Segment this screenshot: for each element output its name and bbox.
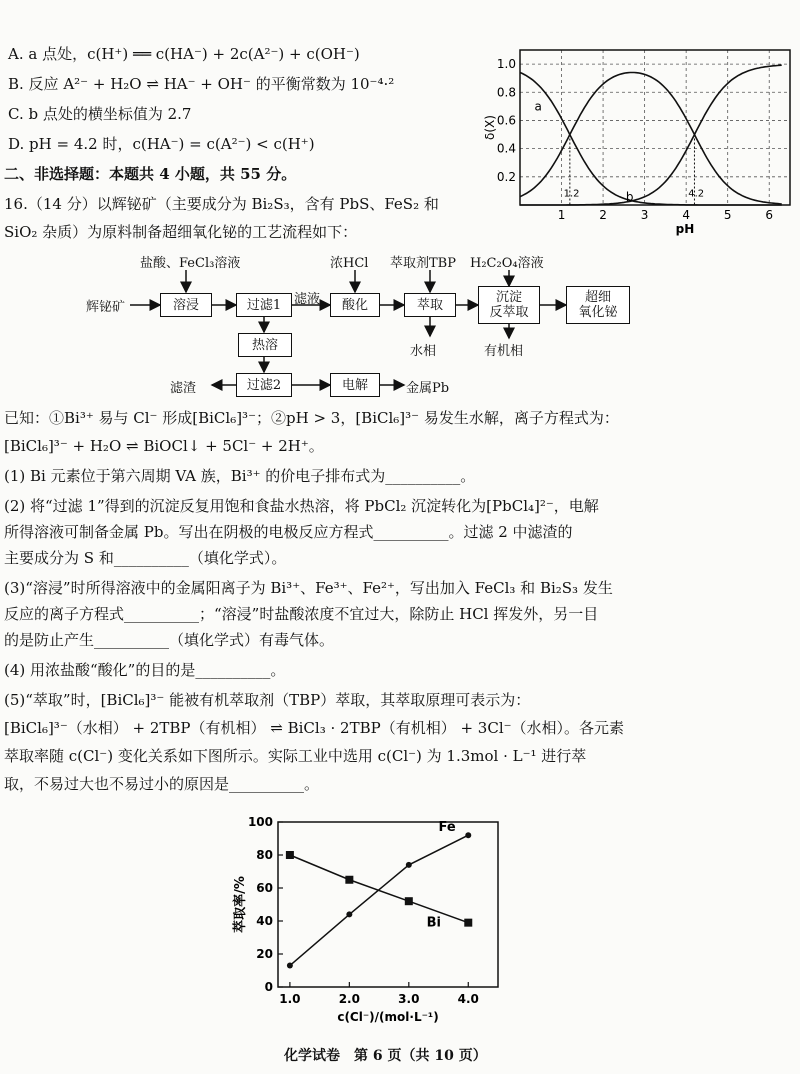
point-b-label: b [625,189,634,204]
q16-intro-line2: SiO₂ 杂质）为原料制备超细氧化铋的工艺流程如下： [4,223,358,241]
y-tick-label: 0.4 [496,141,516,156]
x-tick-label: 4.0 [457,992,479,1006]
section-heading: 二、非选择题：本题共 4 小题，共 55 分。 [4,165,297,183]
y-tick-label: 80 [256,848,273,862]
y-axis-label: δ(X) [483,115,497,140]
extraction-chart [228,812,508,1032]
part5-line4: 取，不易过大也不易过小的原因是__________。 [4,775,320,793]
x-tick-label: 2.0 [338,992,360,1006]
box-filter1: 过滤1 [236,293,292,317]
option-c: C. b 点处的横坐标值为 2.7 [8,105,192,123]
y-tick-label: 0.2 [496,169,516,184]
x-tick-label: 1 [557,208,566,222]
part3-line3: 的是防止产生__________（填化学式）有毒气体。 [4,631,335,649]
x-tick-label: 5 [723,208,732,222]
part3-line2: 反应的离子方程式__________；“溶浸”时盐酸浓度不宜过大，除防止 HCl 挥发外，另一目 [4,605,599,623]
option-a: A. a 点处，c(H⁺) ══ c(HA⁻) + 2c(A²⁻) + c(OH⁻) [8,45,360,63]
box-hot-dissolve: 热溶 [238,333,292,357]
box-acidify: 酸化 [330,293,380,317]
data-point-Fe [406,862,412,868]
pka2-label: 4.2 [688,188,705,200]
distribution-chart [480,40,798,240]
known-line2: [BiCl₆]³⁻ + H₂O ⇌ BiOCl↓ + 5Cl⁻ + 2H⁺。 [4,437,324,455]
x-tick-label: 6 [765,208,774,222]
series-A2- [520,65,782,205]
part2-line2: 所得溶液可制备金属 Pb。写出在阴极的电极反应方程式__________。过滤 2 中滤渣的 [4,523,573,541]
y-tick-label: 100 [247,815,273,829]
part4: (4) 用浓盐酸“酸化”的目的是__________。 [4,661,286,679]
data-point-Fe [465,832,471,838]
y-tick-label: 60 [256,881,273,895]
series-line-Fe [290,835,468,965]
part2-line3: 主要成分为 S 和__________（填化学式）。 [4,549,287,567]
box-product: 超细 氧化铋 [566,286,630,324]
box-filter2: 过滤2 [236,373,292,397]
x-tick-label: 2 [599,208,607,222]
part5-line3: 萃取率随 c(Cl⁻) 变化关系如下图所示。实际工业中选用 c(Cl⁻) 为 1.3mol · L⁻¹ 进行萃 [4,747,587,765]
x-tick-label: 3.0 [398,992,420,1006]
plot-frame [278,822,498,987]
part5-line1: (5)“萃取”时，[BiCl₆]³⁻ 能被有机萃取剂（TBP）萃取，其萃取原理可表示为： [4,691,531,709]
data-point-Fe [346,911,352,917]
data-point-Bi [405,897,413,905]
part1: (1) Bi 元素位于第六周期 VA 族，Bi³⁺ 的价电子排布式为__________。 [4,467,476,485]
option-d: D. pH = 4.2 时，c(HA⁻) = c(A²⁻) < c(H⁺) [8,135,315,153]
legend-fe: Fe [438,820,456,836]
page-footer: 化学试卷 第 6 页（共 10 页） [284,1048,487,1064]
x-tick-label: 1.0 [279,992,301,1006]
metal-pb-label: 金属Pb [406,381,450,396]
reagent-hcl-fecl3: 盐酸、FeCl₃溶液 [140,256,241,271]
y-tick-label: 1.0 [496,57,516,72]
reagent-conc-hcl: 浓HCl [330,256,369,271]
part2-line1: (2) 将“过滤 1”得到的沉淀反复用饱和食盐水热溶，将 PbCl₂ 沉淀转化为[PbCl₄]²⁻，电解 [4,497,599,515]
box-extract: 萃取 [404,293,456,317]
y-tick-label: 40 [256,914,273,928]
filtrate-label: 滤液 [294,292,321,307]
q16-intro-line1: 16.（14 分）以辉铋矿（主要成分为 Bi₂S₃，含有 PbS、FeS₂ 和 [4,195,439,213]
data-point-Bi [286,851,294,859]
point-a-label: a [534,99,542,114]
known-line1: 已知：①Bi³⁺ 易与 Cl⁻ 形成[BiCl₆]³⁻；②pH > 3，[BiCl₆]³⁻ 易发生水解，离子方程式为： [4,409,619,427]
box-dissolve: 溶浸 [160,293,212,317]
y-tick-label: 0 [264,980,273,994]
data-point-Fe [287,963,293,969]
legend-bi: Bi [426,915,442,931]
part3-line1: (3)“溶浸”时所得溶液中的金属阳离子为 Bi³⁺、Fe³⁺、Fe²⁺，写出加入 FeCl₃ 和 Bi₂S₃ 发生 [4,579,613,597]
water-phase-label: 水相 [410,344,437,359]
x-tick-label: 4 [682,208,690,222]
option-b: B. 反应 A²⁻ + H₂O ⇌ HA⁻ + OH⁻ 的平衡常数为 10⁻⁴·² [8,75,395,93]
y-tick-label: 20 [256,947,273,961]
box-electrolysis: 电解 [330,373,380,397]
x-tick-label: 3 [640,208,649,222]
box-precip-backextract: 沉淀 反萃取 [478,286,540,324]
y-tick-label: 0.8 [496,85,516,100]
flow-arrows [0,250,800,400]
start-material: 辉铋矿 [86,300,126,315]
pka1-label: 1.2 [563,188,580,200]
part5-line2: [BiCl₆]³⁻（水相） + 2TBP（有机相） ⇌ BiCl₃ · 2TBP（有机相） + 3Cl⁻（水相）。各元素 [4,719,625,737]
reagent-tbp: 萃取剂TBP [390,256,456,271]
data-point-Bi [464,919,472,927]
y-tick-label: 0.6 [496,113,516,128]
organic-phase-label: 有机相 [484,344,524,359]
y-axis-label: 萃取率/% [233,876,248,933]
x-axis-label: pH [675,222,695,236]
reagent-h2c2o4: H₂C₂O₄溶液 [470,256,544,271]
data-point-Bi [345,876,353,884]
plot-frame [520,50,790,205]
x-axis-label: c(Cl⁻)/(mol·L⁻¹) [337,1010,439,1024]
residue-label: 滤渣 [170,381,197,396]
